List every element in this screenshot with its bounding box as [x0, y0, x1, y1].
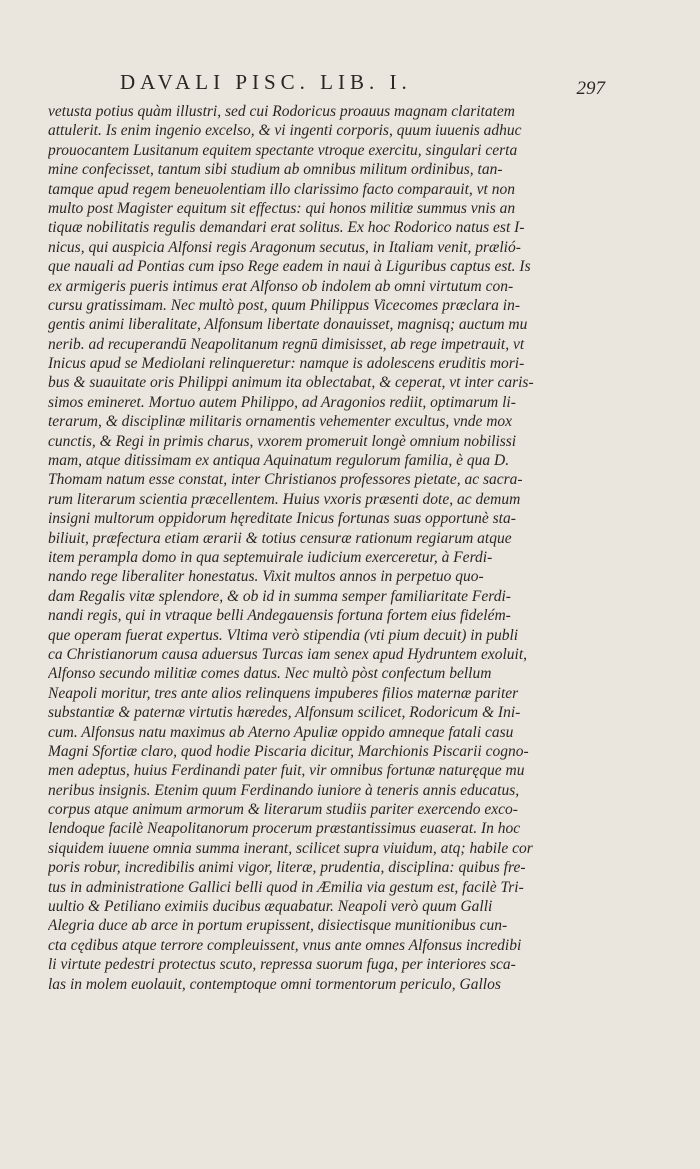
text-line: Magni Sfortiæ claro, quod hodie Piscaria dicitur, Marchionis Piscarii cogno- [48, 742, 529, 760]
text-line: insigni multorum oppidorum hęreditate Inicus fortunas suas opportunè sta- [48, 510, 516, 528]
text-line: cum. Alfonsus natu maximus ab Aterno Apuliæ oppido amneque fatali casu [48, 723, 514, 741]
text-line: mam, atque ditissimam ex antiqua Aquinatum regulorum familia, è qua D. [48, 452, 510, 470]
text-line: substantiæ & paternæ virtutis hæredes, Alfonsum scilicet, Rodoricum & Ini- [48, 704, 521, 722]
text-line: vetusta potius quàm illustri, sed cui Rodoricus proauus magnam claritatem [48, 103, 515, 120]
text-line: tus in administratione Gallici belli quod in Æmilia via gestum est, facilè Tri- [48, 878, 524, 896]
text-line: attulerit. Is enim ingenio excelso, & vi ingenti corporis, quum iuuenis adhuc [48, 122, 522, 140]
text-line: siquidem iuuene omnia summa inerant, scilicet supra viuidum, atq; habile cor [48, 839, 533, 857]
text-line: neribus insignis. Etenim quum Ferdinando iuniore à teneris annis educatus, [48, 781, 520, 799]
text-line: nerib. ad recuperandū Neapolitanum regnū dimisisset, ab rege impetrauit, vt [48, 335, 525, 353]
text-line: ca Christianorum causa aduersus Turcas iam senex apud Hydruntem exoluit, [48, 645, 528, 663]
text-line: li virtute pedestri protectus scuto, repressa suorum fuga, per interiores sca- [48, 956, 516, 974]
text-line: cursu gratissimam. Nec multò post, quum Philippus Vicecomes præclara in- [48, 296, 521, 314]
body-text [48, 102, 583, 994]
text-line: que operam fuerat expertus. Vltima verò stipendia (vti pium decuit) in publi [48, 626, 519, 644]
text-line: rum literarum scientia præcellentem. Huius vxoris præsenti dote, ac demum [48, 490, 521, 508]
text-line: nandi regis, qui in vtraque belli Andegauensis fortuna fortem eius fidelém- [48, 607, 511, 625]
text-line: terarum, & disciplinæ militaris ornamentis vehementer excultus, vnde mox [48, 413, 513, 431]
text-line: dam Regalis vitæ splendore, & ob id in summa semper familiaritate Ferdi- [48, 587, 511, 605]
text-line: que nauali ad Pontias cum ipso Rege eadem in naui à Liguribus captus est. Is [48, 258, 531, 276]
text-line: tiquæ nobilitatis regulis demandari erat solitus. Ex hoc Rodorico natus est I- [48, 219, 525, 237]
text-line: cta cędibus atque terrore compleuissent, vnus ante omnes Alfonsus incredibi [48, 936, 522, 954]
text-line: Neapoli moritur, tres ante alios relinquens impuberes filios maternæ pariter [48, 684, 519, 702]
text-line: multo post Magister equitum sit effectus: qui honos militiæ summus vnis an [48, 199, 516, 217]
text-line: ex armigeris pueris intimus erat Alfonso ob indolem ab omni virtutum con- [48, 277, 514, 295]
text-line: prouocantem Lusitanum equitem spectante vtroque exercitu, singulari certa [48, 141, 518, 159]
page-number: 297 [576, 78, 605, 99]
text-line: biliuit, præfectura etiam ærarii & totius censuræ rationum regiarum atque [48, 529, 512, 547]
text-line: tamque apud regem beneuolentiam illo clarissimo facto comparauit, vt non [48, 180, 515, 198]
text-line: gentis animi liberalitate, Alfonsum libertate donauisset, magnisq; auctum mu [48, 316, 528, 334]
text-line: poris robur, incredibilis animi vigor, literæ, prudentia, disciplina: quibus fre- [48, 859, 526, 877]
text-line: lendoque facilè Neapolitanorum procerum præstantissimus euaserat. In hoc [48, 820, 521, 838]
running-head [95, 70, 605, 100]
text-line: nicus, qui auspicia Alfonsi regis Aragonum secutus, in Italiam venit, prælió- [48, 238, 521, 256]
text-line: cunctis, & Regi in primis charus, vxorem promeruit longè omnium nobilissi [48, 432, 517, 450]
text-line: simos emineret. Mortuo autem Philippo, ad Aragonios rediit, optimarum li- [48, 393, 516, 411]
text-line: Alfonso secundo militiæ comes datus. Nec multò pòst confectum bellum [48, 665, 492, 683]
text-line: corpus atque animum armorum & literarum studiis pariter exercendo exco- [48, 801, 518, 819]
text-line: men adeptus, huius Ferdinandi pater fuit, vir omnibus fortunæ naturęque mu [48, 762, 525, 780]
text-line: bus & suauitate oris Philippi animum ita oblectabat, & ceperat, vt inter caris- [48, 374, 534, 392]
text-line: Thomam natum esse constat, inter Christianos professores pietate, ac sacra- [48, 471, 523, 489]
text-line: mine confecisset, tantum sibi studium ab omnibus militum ordinibus, tan- [48, 161, 503, 179]
text-line: item perampla domo in qua septemuirale iudicium exerceretur, à Ferdi- [48, 548, 493, 566]
text-line: nando rege liberaliter honestatus. Vixit multos annos in perpetuo quo- [48, 568, 484, 586]
running-title: DAVALI PISC. LIB. I. [120, 70, 412, 94]
text-line: las in molem euolauit, contemptoque omni tormentorum periculo, Gallos [48, 975, 501, 993]
text-line: uultio & Petiliano eximiis ducibus æquabatur. Neapoli verò quum Galli [48, 898, 493, 916]
text-line: Inicus apud se Mediolani relinqueretur: namque is adolescens eruditis mori- [48, 355, 525, 373]
text-line: Alegria duce ab arce in portum erupissent, disiectisque munitionibus cun- [48, 917, 508, 935]
